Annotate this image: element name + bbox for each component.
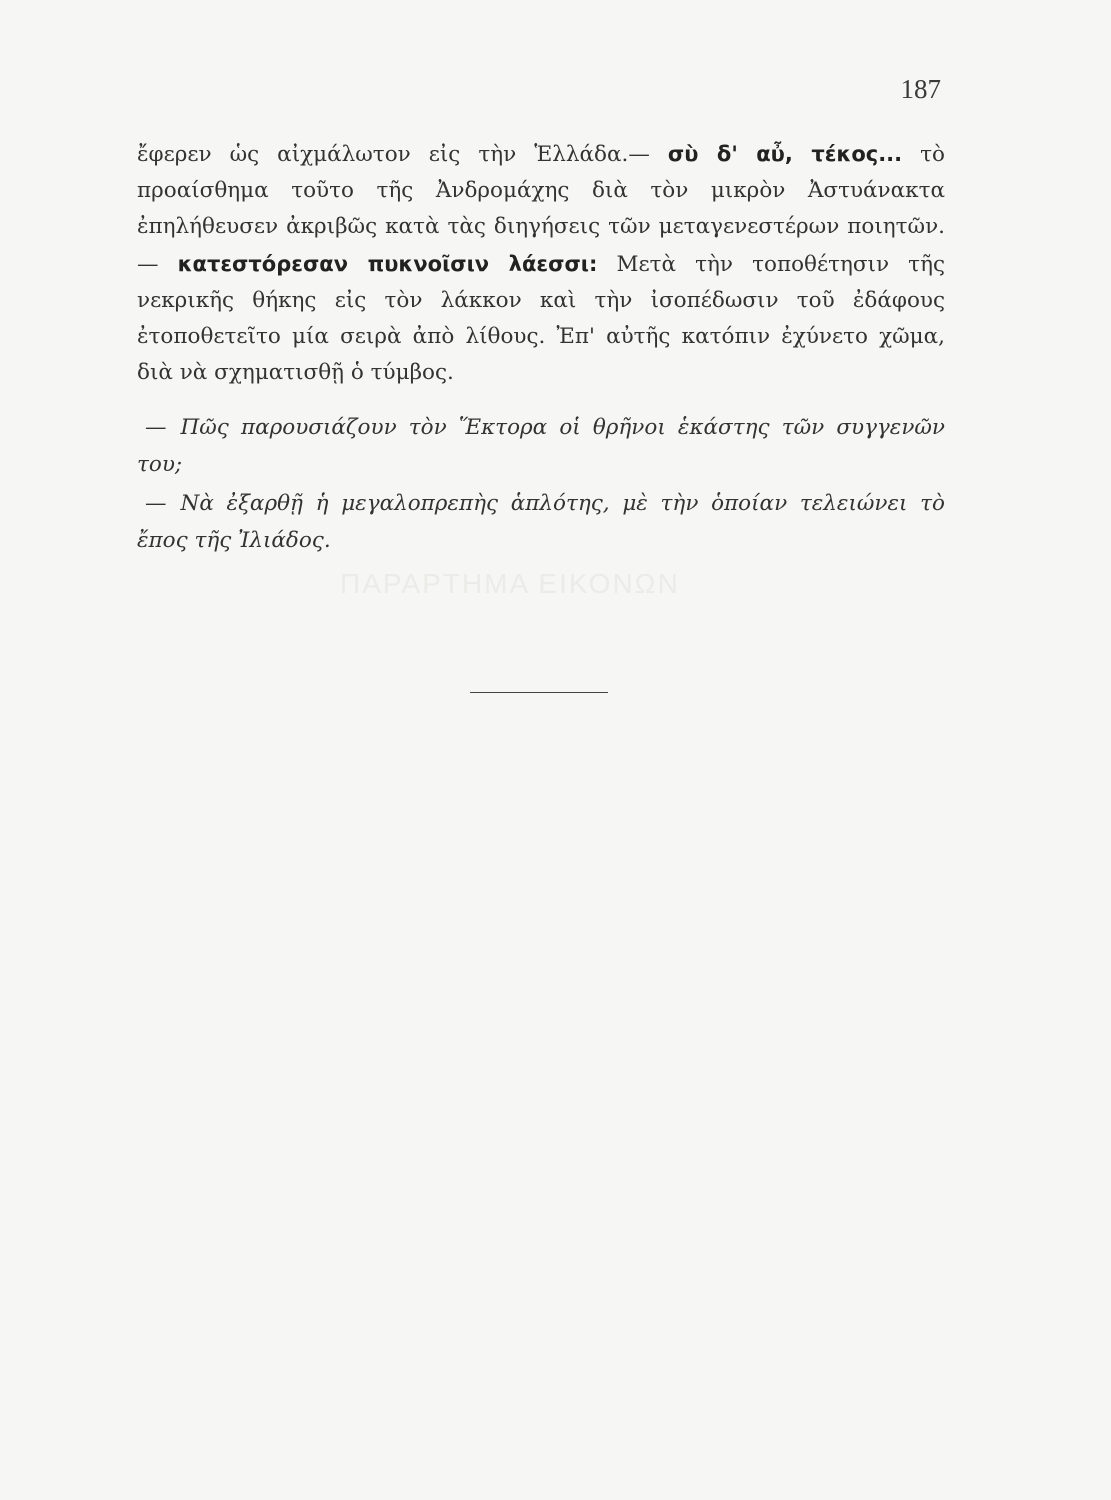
question-text: Πῶς παρουσιάζουν τὸν Ἕκτορα οἱ θρῆνοι ἑκάστης τῶν συγγενῶν του;	[137, 415, 945, 477]
question-item	[137, 486, 945, 559]
text-segment: Μετὰ τὴν τοποθέτησιν τῆς νεκρικῆς θήκης εἰς τὸν λάκκον καὶ τὴν ἰσοπέδωσιν τοῦ ἐδάφους ἐτοποθετεῖτο μία σειρὰ ἀπὸ λίθους. Ἐπ' αὐτῆς κατόπιν ἐχύνετο χῶμα, διὰ νὰ σχηματισθῇ ὁ τύμβος.	[137, 251, 945, 386]
question-text: Νὰ ἐξαρθῇ ἡ μεγαλοπρεπὴς ἁπλότης, μὲ τὴν ὁποίαν τελειώνει τὸ ἔπος τῆς Ἰλιάδος.	[137, 491, 945, 553]
bold-lemma: σὺ δ' αὖ, τέκος...	[667, 142, 903, 166]
study-questions	[137, 410, 945, 559]
commentary-paragraph	[137, 136, 945, 391]
text-segment: τὸ προαίσθημα τοῦτο τῆς Ἀνδρομάχης διὰ τὸν μικρὸν Ἀστυάνακτα ἐπηλήθευσεν ἀκριβῶς κατὰ τὰς διηγήσεις τῶν μεταγενεστέρων ποιητῶν.—	[137, 142, 945, 277]
bold-lemma: κατεστόρεσαν πυκνοῖσιν λάεσσι:	[177, 251, 598, 276]
question-item	[137, 410, 945, 483]
section-divider	[470, 692, 608, 693]
question-dash: —	[145, 415, 167, 440]
text-segment: ἔφερεν ὡς αἰχμάλωτον εἰς τὴν Ἑλλάδα.—	[137, 142, 668, 167]
show-through-heading: ΠΑΡΑΡΤΗΜΑ ΕΙΚΟΝΩΝ	[340, 568, 680, 599]
page-number: 187	[900, 74, 941, 104]
question-dash: —	[145, 491, 167, 516]
